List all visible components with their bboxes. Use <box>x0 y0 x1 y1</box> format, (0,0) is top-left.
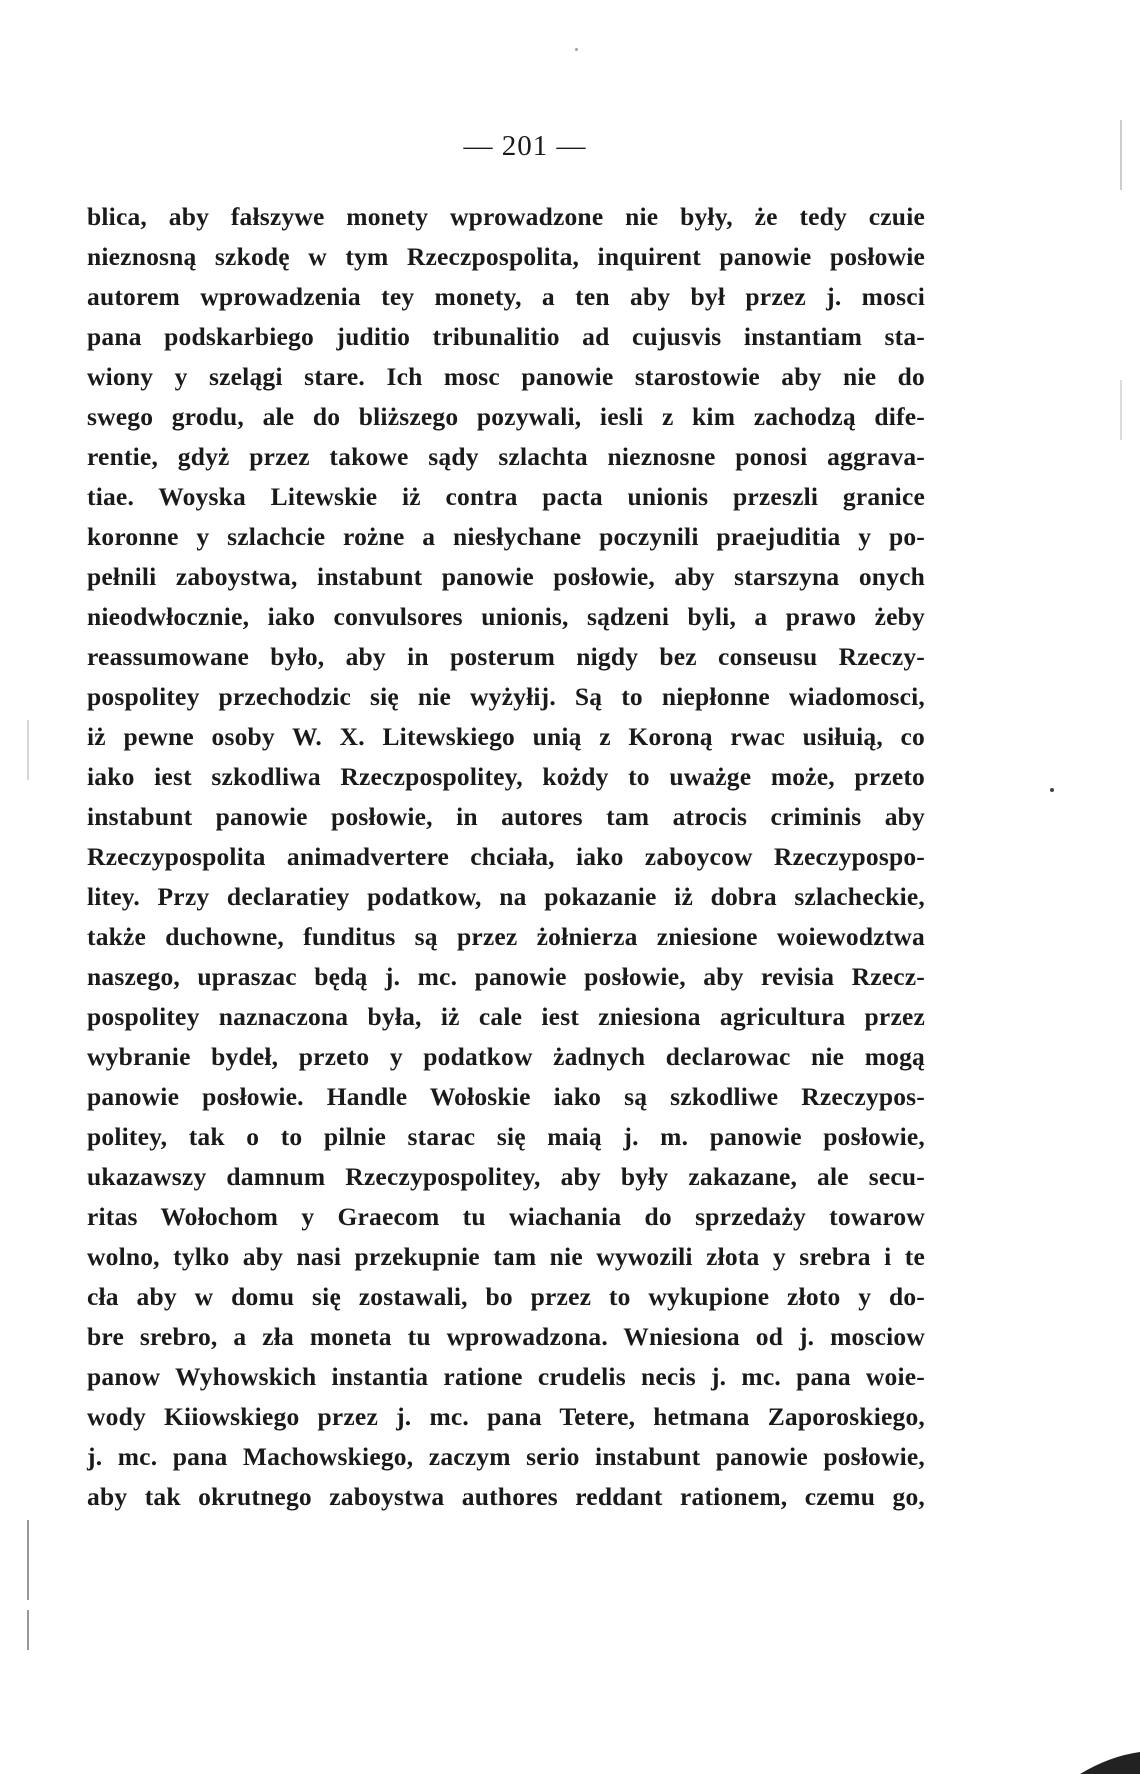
text-line: Rzeczypospolita animadvertere chciała, iako zaboycow Rzeczypospo- <box>87 842 925 871</box>
text-line: panow Wyhowskich instantia ratione crudelis necis j. mc. pana woie- <box>87 1362 925 1391</box>
page-corner-shadow <box>1080 1752 1140 1774</box>
left-margin-rule <box>27 1520 29 1600</box>
text-line: reassumowane było, aby in posterum nigdy bez conseusu Rzeczy- <box>87 642 925 671</box>
text-line: cła aby w domu się zostawali, bo przez to wykupione złoto y do- <box>87 1282 925 1311</box>
text-line: nieznosną szkodę w tym Rzeczpospolita, inquirent panowie posłowie <box>87 242 925 271</box>
text-line: nieodwłocznie, iako convulsores unionis, sądzeni byli, a prawo żeby <box>87 602 925 631</box>
text-line: bre srebro, a zła moneta tu wprowadzona. Wniesiona od j. mosciow <box>87 1322 925 1351</box>
text-line: j. mc. pana Machowskiego, zaczym serio instabunt panowie posłowie, <box>87 1442 925 1471</box>
text-line: blica, aby fałszywe monety wprowadzone nie były, że tedy czuie <box>87 202 925 231</box>
text-line: wiony y szelągi stare. Ich mosc panowie starostowie aby nie do <box>87 362 925 391</box>
body-text <box>87 197 925 1517</box>
text-line: instabunt panowie posłowie, in autores tam atrocis criminis aby <box>87 802 925 831</box>
text-line: tiae. Woyska Litewskie iż contra pacta unionis przeszli granice <box>87 482 925 511</box>
text-line: panowie posłowie. Handle Wołoskie iako są szkodliwe Rzeczypos- <box>87 1082 925 1111</box>
text-line: rentie, gdyż przez takowe sądy szlachta nieznosne ponosi aggrava- <box>87 442 925 471</box>
text-line: pospolitey naznaczona była, iż cale iest zniesiona agricultura przez <box>87 1002 925 1031</box>
text-line: naszego, upraszac będą j. mc. panowie posłowie, aby revisia Rzecz- <box>87 962 925 991</box>
text-line: pełnili zaboystwa, instabunt panowie posłowie, aby starszyna onych <box>87 562 925 591</box>
right-margin-rule <box>1120 120 1122 190</box>
right-margin-rule-mid <box>1120 380 1122 440</box>
text-line: ritas Wołochom y Graecom tu wiachania do sprzedaży towarow <box>87 1202 925 1231</box>
text-line: także duchowne, funditus są przez żołnierza zniesione woiewodztwa <box>87 922 925 951</box>
ink-speck-top <box>575 48 578 51</box>
text-line: autorem wprowadzenia tey monety, a ten aby był przez j. mosci <box>87 282 925 311</box>
text-line: politey, tak o to pilnie starac się maią j. m. panowie posłowie, <box>87 1122 925 1151</box>
text-line: aby tak okrutnego zaboystwa authores reddant rationem, czemu go, <box>87 1482 925 1511</box>
ink-speck <box>1050 788 1054 792</box>
text-line: pospolitey przechodzic się nie wyżyłij. Są to niepłonne wiadomosci, <box>87 682 925 711</box>
text-line: swego grodu, ale do bliższego pozywali, iesli z kim zachodzą dife- <box>87 402 925 431</box>
left-margin-rule-lower <box>27 1610 29 1650</box>
text-line: litey. Przy declaratiey podatkow, na pokazanie iż dobra szlacheckie, <box>87 882 925 911</box>
text-line: wody Kiiowskiego przez j. mc. pana Tetere, hetmana Zaporoskiego, <box>87 1402 925 1431</box>
text-line: iż pewne osoby W. X. Litewskiego unią z Koroną rwac usiłuią, co <box>87 722 925 751</box>
left-margin-rule-mid <box>27 720 29 780</box>
text-line: pana podskarbiego juditio tribunalitio ad cujusvis instantiam sta- <box>87 322 925 351</box>
page-number: — 201 — <box>463 130 587 162</box>
text-line: wolno, tylko aby nasi przekupnie tam nie wywozili złota y srebra i te <box>87 1242 925 1271</box>
text-line: koronne y szlachcie rożne a niesłychane poczynili praejuditia y po- <box>87 522 925 551</box>
text-line: ukazawszy damnum Rzeczypospolitey, aby były zakazane, ale secu- <box>87 1162 925 1191</box>
text-line: wybranie bydeł, przeto y podatkow żadnych declarowac nie mogą <box>87 1042 925 1071</box>
text-line: iako iest szkodliwa Rzeczpospolitey, kożdy to uważge może, przeto <box>87 762 925 791</box>
